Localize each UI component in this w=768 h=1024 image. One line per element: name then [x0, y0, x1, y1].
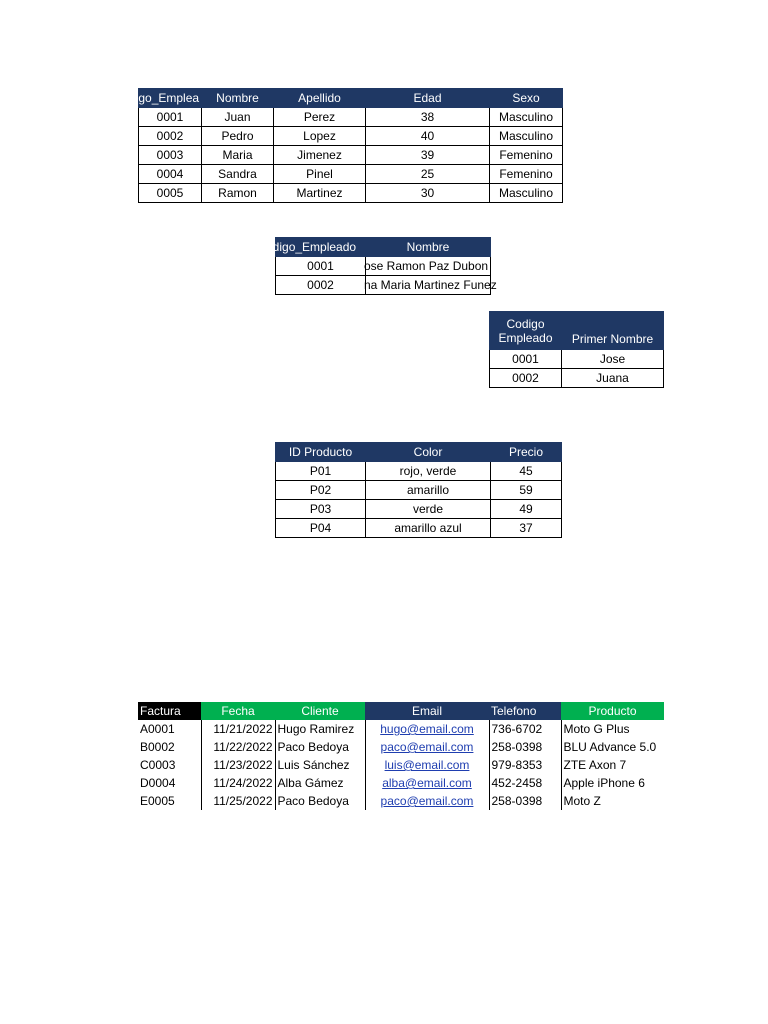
table-cell: C0003	[138, 756, 201, 774]
table-header-row	[276, 238, 491, 257]
column-header: Apellido	[274, 89, 366, 108]
table-row	[276, 519, 562, 538]
table-row	[276, 500, 562, 519]
table-cell: Apple iPhone 6	[563, 776, 645, 790]
column-header: Producto	[561, 702, 664, 720]
table-cell: Femenino	[490, 165, 563, 184]
table-cell: amarillo	[366, 481, 491, 500]
column-header: Telefono	[489, 702, 561, 720]
column-header: Primer Nombre	[562, 312, 664, 350]
table-cell: ZTE Axon 7	[563, 758, 627, 772]
table-cell: 258-0398	[489, 792, 561, 810]
email-link[interactable]: alba@email.com	[382, 776, 472, 790]
column-header: Cliente	[275, 702, 365, 720]
table-cell: amarillo azul	[366, 519, 491, 538]
table-cell: 49	[491, 500, 562, 519]
table-cell: Pinel	[274, 165, 366, 184]
table-cell: 38	[366, 108, 490, 127]
table-header-row	[490, 312, 664, 350]
column-header: Nombre	[366, 238, 491, 257]
table-cell: 59	[491, 481, 562, 500]
products-table	[275, 442, 562, 538]
table-row	[138, 792, 664, 810]
table-row	[139, 108, 563, 127]
table-cell: 11/21/2022	[201, 720, 275, 738]
table-cell: Paco Bedoya	[275, 738, 365, 756]
table-cell: D0004	[138, 774, 201, 792]
table-cell: Pedro	[202, 127, 274, 146]
email-link[interactable]: paco@email.com	[380, 740, 474, 754]
table-cell: Masculino	[490, 184, 563, 203]
table-cell: Luis Sánchez	[275, 756, 365, 774]
table-cell: 0002	[139, 127, 202, 146]
column-header: Factura	[138, 702, 201, 720]
column-header: ID Producto	[276, 443, 366, 462]
table-cell: 0003	[139, 146, 202, 165]
column-header: Nombre	[202, 89, 274, 108]
table-cell	[365, 756, 489, 774]
table-cell: Ramon	[202, 184, 274, 203]
table-row	[139, 184, 563, 203]
table-row	[139, 127, 563, 146]
table-row	[276, 462, 562, 481]
table-cell: E0005	[138, 792, 201, 810]
table-cell: 11/23/2022	[201, 756, 275, 774]
table-cell: 11/25/2022	[201, 792, 275, 810]
table-cell	[365, 792, 489, 810]
table-cell: Maria	[202, 146, 274, 165]
table-cell: 979-8353	[489, 756, 561, 774]
table-cell	[365, 738, 489, 756]
table-cell: verde	[366, 500, 491, 519]
table-row	[276, 481, 562, 500]
table-cell: 0004	[139, 165, 202, 184]
table-cell: Martinez	[274, 184, 366, 203]
table-cell: Jose	[562, 350, 664, 369]
table-cell: 0001	[139, 108, 202, 127]
column-header: digo_Emplea	[139, 89, 202, 108]
table-cell: 736-6702	[489, 720, 561, 738]
table-cell: Moto G Plus	[563, 722, 630, 736]
table-cell: Paco Bedoya	[275, 792, 365, 810]
table-cell: 30	[366, 184, 490, 203]
table-cell: Jimenez	[274, 146, 366, 165]
table-cell	[365, 720, 489, 738]
table-row	[138, 720, 664, 738]
column-header: Email	[365, 702, 489, 720]
table-row	[276, 276, 491, 295]
table-cell: 45	[491, 462, 562, 481]
table-cell: Alba Gámez	[275, 774, 365, 792]
table-cell: 452-2458	[489, 774, 561, 792]
table-cell: rojo, verde	[366, 462, 491, 481]
table-cell: ose Ramon Paz Dubon	[366, 257, 491, 276]
table-cell: Perez	[274, 108, 366, 127]
column-header: odigo_Empleado	[276, 238, 366, 257]
table-row	[139, 165, 563, 184]
table-cell: 0002	[490, 369, 562, 388]
table-cell: 11/22/2022	[201, 738, 275, 756]
table-cell: na Maria Martinez Funez	[366, 276, 491, 295]
table-row	[276, 257, 491, 276]
table-cell: Sandra	[202, 165, 274, 184]
table-header-row	[139, 89, 563, 108]
column-header: Color	[366, 443, 491, 462]
full-names-table	[266, 237, 497, 295]
table-cell: 258-0398	[489, 738, 561, 756]
table-cell: P03	[276, 500, 366, 519]
table-cell: Lopez	[274, 127, 366, 146]
table-cell: 0001	[490, 350, 562, 369]
table-cell: A0001	[138, 720, 201, 738]
column-header: Codigo Empleado	[490, 312, 562, 350]
column-header: Edad	[366, 89, 490, 108]
invoices-table	[138, 702, 664, 810]
email-link[interactable]: hugo@email.com	[380, 722, 474, 736]
table-cell: P01	[276, 462, 366, 481]
table-row	[138, 738, 664, 756]
table-row	[138, 756, 664, 774]
table-cell: 37	[491, 519, 562, 538]
email-link[interactable]: paco@email.com	[380, 794, 474, 808]
table-cell: P04	[276, 519, 366, 538]
table-cell: 25	[366, 165, 490, 184]
table-cell: 40	[366, 127, 490, 146]
table-cell: BLU Advance 5.0	[563, 740, 657, 754]
table-cell: Juan	[202, 108, 274, 127]
table-cell: Moto Z	[563, 794, 601, 808]
table-cell: Masculino	[490, 108, 563, 127]
first-names-table	[489, 311, 664, 388]
table-cell	[365, 774, 489, 792]
column-header: Sexo	[490, 89, 563, 108]
table-cell: B0002	[138, 738, 201, 756]
table-header-row	[138, 702, 664, 720]
table-cell: Masculino	[490, 127, 563, 146]
table-cell: Femenino	[490, 146, 563, 165]
table-cell: 0005	[139, 184, 202, 203]
table-cell: 0001	[276, 257, 366, 276]
email-link[interactable]: luis@email.com	[384, 758, 470, 772]
table-cell: P02	[276, 481, 366, 500]
table-cell: 11/24/2022	[201, 774, 275, 792]
column-header: Fecha	[201, 702, 275, 720]
table-cell: Juana	[562, 369, 664, 388]
employees-table	[129, 88, 563, 203]
table-row	[139, 146, 563, 165]
table-row	[490, 350, 664, 369]
table-cell: 39	[366, 146, 490, 165]
table-row	[138, 774, 664, 792]
column-header: Precio	[491, 443, 562, 462]
table-cell: Hugo Ramirez	[275, 720, 365, 738]
table-row	[490, 369, 664, 388]
table-header-row	[276, 443, 562, 462]
table-cell: 0002	[276, 276, 366, 295]
